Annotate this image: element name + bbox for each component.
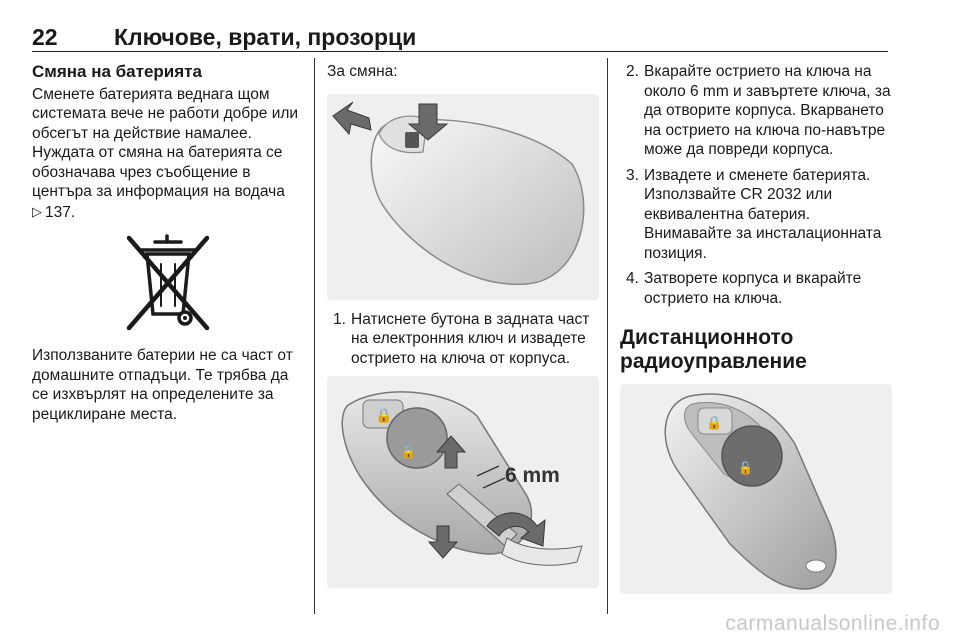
arrow-reference-icon: ▷ [32, 203, 42, 219]
step-4-number: 4. [626, 270, 639, 287]
step-2-number: 2. [626, 63, 639, 80]
battery-paragraph [32, 85, 304, 223]
unlock-button [722, 426, 782, 486]
page-header [32, 22, 888, 52]
replacement-intro: За смяна: [327, 63, 398, 80]
release-button [405, 132, 419, 148]
step-2 [620, 62, 892, 160]
key-fob-back-drawing [327, 94, 599, 300]
page-number: 22 [32, 24, 58, 50]
pull-arrow-icon [333, 102, 371, 134]
steps-list-1 [327, 310, 599, 369]
lock-icon: 🔒 [706, 416, 723, 431]
remote-control-heading: Дистанционното радиоуправление [620, 326, 807, 373]
step-1-text: Натиснете бутона в задната част на електронния ключ и извадете острието на ключа от корпуса. [351, 310, 590, 367]
step-2-text: Вкарайте острието на ключа на около 6 mm и завъртете ключа, за да отворите корпуса. Вкарването на острието на ключа по-навътре може да повреди корпуса. [644, 63, 891, 158]
unlock-icon: 🔓 [738, 461, 753, 475]
steps-list-2 [620, 62, 892, 308]
measure-label: 6 mm [505, 464, 560, 487]
battery-paragraph-text: Сменете батерията веднага щом системата вече не работи добре или обсегът на действие намалее. Нуждата от смяна на батерията се обозначава чрез съобщение в центъра за информация на водача [32, 85, 299, 200]
key-fob-back-illustration [327, 94, 599, 300]
remote-key-illustration [620, 384, 892, 594]
column-2 [327, 62, 599, 598]
recycling-symbol [32, 234, 304, 332]
chapter-title: Ключове, врати, прозорци [114, 24, 417, 50]
page-reference-number: 137. [45, 203, 76, 221]
step-3 [620, 166, 892, 264]
column-divider-right [607, 58, 608, 614]
step-1-number: 1. [333, 310, 346, 328]
column-3 [620, 62, 892, 604]
column-divider-left [314, 58, 315, 614]
step-3-number: 3. [626, 166, 639, 184]
disposal-paragraph: Използваните батерии не са част от домашните отпадъци. Те трябва да се изхвърлят на определените за рециклиране места. [32, 347, 293, 423]
key-blade-drawing [327, 376, 599, 588]
key-blade-insertion-illustration [327, 376, 599, 588]
page-reference[interactable] [32, 202, 75, 223]
step-4-text: Затворете корпуса и вкарайте острието на ключа. [644, 270, 862, 307]
lock-icon: 🔒 [375, 408, 393, 424]
watermark: carmanualsonline.info [725, 612, 940, 635]
column-1 [32, 62, 304, 424]
section-title-battery: Смяна на батерията [32, 62, 202, 81]
step-1 [327, 310, 599, 369]
crossed-out-wheelie-bin-icon [123, 234, 213, 332]
key-ring-hole [806, 560, 826, 572]
step-3-text: Извадете и сменете батерията. Използвайте CR 2032 или еквивалентна батерия. Внимавайте за инсталационната позиция. [644, 166, 882, 262]
step-4 [620, 269, 892, 308]
unlock-icon: 🔓 [401, 445, 416, 459]
remote-key-drawing [620, 384, 892, 594]
